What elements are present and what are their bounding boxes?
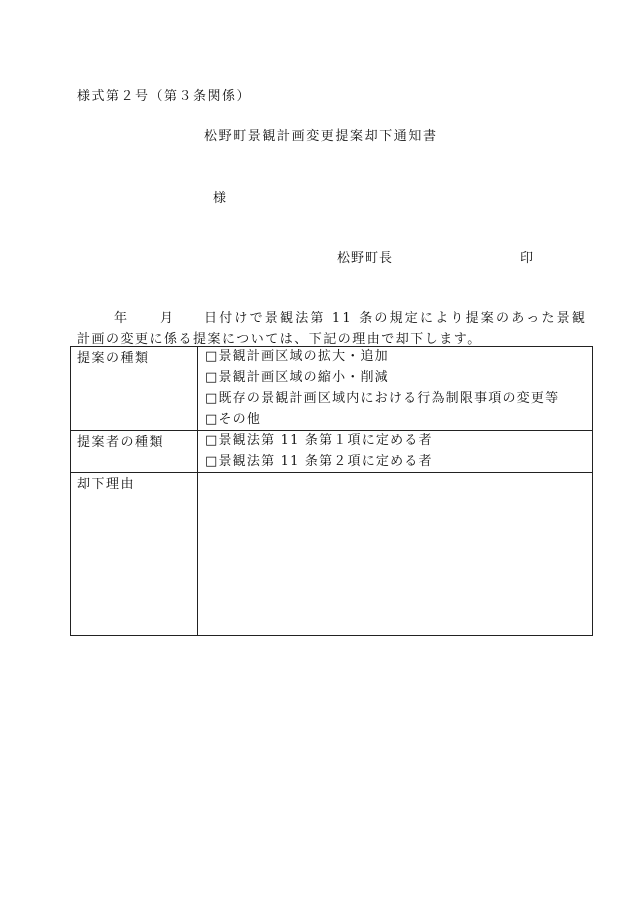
rejection-reason-field[interactable] [198, 473, 593, 636]
proposer-type-label-cell [71, 431, 198, 473]
rejection-form-table [70, 346, 593, 636]
proposer-type-option-paragraph-2[interactable]: □景観法第 11 条第２項に定める者 [205, 454, 433, 469]
proposal-type-options [198, 347, 593, 431]
addressee-suffix: 様 [213, 191, 229, 206]
body-text-line-1 [77, 307, 587, 326]
month-label: 月 [160, 311, 174, 326]
proposer-type-label: 提案者の種類 [77, 435, 165, 450]
issuer-name: 松野町長 [337, 251, 394, 266]
proposal-type-label: 提案の種類 [77, 351, 150, 366]
rejection-reason-value[interactable] [198, 473, 592, 635]
proposer-type-option-paragraph-1[interactable]: □景観法第 11 条第１項に定める者 [205, 433, 433, 448]
rejection-reason-label: 却下理由 [77, 477, 136, 492]
body-text-line-2: 計画の変更に係る提案については、下記の理由で却下します。 [77, 332, 482, 347]
proposer-type-options [198, 431, 593, 473]
form-number: 様式第２号（第３条関係） [77, 89, 252, 104]
proposal-type-option-reduce[interactable]: □景観計画区域の縮小・削減 [205, 370, 389, 385]
proposal-type-option-expand[interactable]: □景観計画区域の拡大・追加 [205, 349, 389, 364]
proposer-type-row [71, 431, 593, 473]
body-text-line-1-rest: 日付けで景観法第 11 条の規定により提案のあった景観 [204, 311, 588, 326]
document-title: 松野町景観計画変更提案却下通知書 [204, 129, 438, 144]
seal-mark: 印 [520, 251, 536, 266]
proposal-type-label-cell [71, 347, 198, 431]
proposal-type-option-other[interactable]: □その他 [205, 412, 262, 427]
proposal-type-row [71, 347, 593, 431]
rejection-reason-row [71, 473, 593, 636]
rejection-reason-label-cell [71, 473, 198, 636]
proposal-type-option-change-restrictions[interactable]: □既存の景観計画区域内における行為制限事項の変更等 [205, 391, 560, 406]
year-label: 年 [114, 311, 128, 326]
